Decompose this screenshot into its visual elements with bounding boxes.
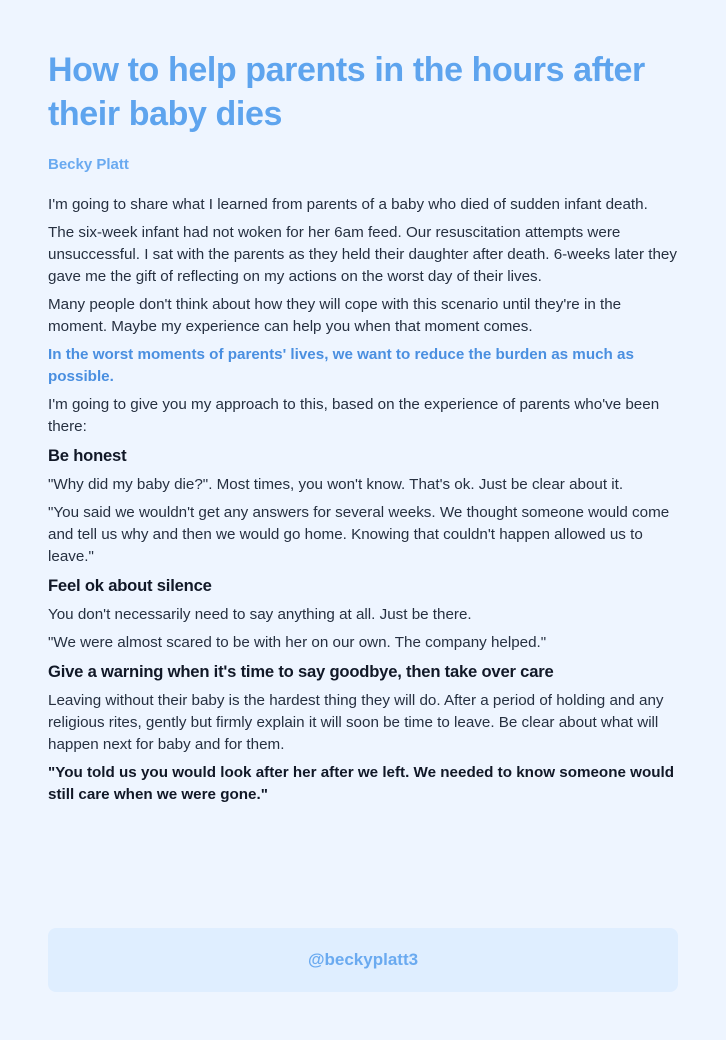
closing-quote: "You told us you would look after her after we left. We needed to know someone would still care when we were gone." (48, 764, 675, 803)
article-title: How to help parents in the hours after their baby dies (48, 51, 645, 133)
parent-quote: "You said we wouldn't get any answers for several weeks. We thought someone would come and tell us why and then we would go home. Knowing that couldn't happen allowed us to leave." (48, 504, 670, 565)
paragraph: I'm going to share what I learned from parents of a baby who died of sudden infant death. (48, 196, 648, 213)
intro-paragraph: I'm going to give you my approach to this, based on the experience of parents who've been there: (48, 396, 660, 435)
paragraph: "Why did my baby die?". Most times, you won't know. That's ok. Just be clear about it. (48, 476, 624, 493)
paragraph: You don't necessarily need to say anything at all. Just be there. (48, 606, 472, 623)
paragraph: The six-week infant had not woken for her 6am feed. Our resuscitation attempts were unsuccessful. I sat with the parents as they held their daughter after death. 6-weeks later they gave me the gift of reflecting on my actions on the worst day of their lives. (48, 224, 677, 285)
footer-banner (48, 928, 678, 992)
section-heading: Give a warning when it's time to say goodbye, then take over care (48, 662, 554, 681)
section-heading: Feel ok about silence (48, 576, 212, 595)
paragraph: Many people don't think about how they will cope with this scenario until they're in the moment. Maybe my experience can help you when that moment comes. (48, 296, 622, 335)
social-handle[interactable]: @beckyplatt3 (307, 950, 419, 969)
section-heading: Be honest (48, 446, 127, 465)
highlight-statement: In the worst moments of parents' lives, we want to reduce the burden as much as possible. (48, 346, 634, 385)
author-name: Becky Platt (48, 156, 129, 173)
article (48, 48, 678, 812)
article-body (48, 194, 678, 806)
paragraph: Leaving without their baby is the hardest thing they will do. After a period of holding and any religious rites, gently but firmly explain it will soon be time to leave. Be clear about what will happen next for baby and for them. (48, 692, 664, 753)
parent-quote: "We were almost scared to be with her on our own. The company helped." (48, 634, 547, 651)
